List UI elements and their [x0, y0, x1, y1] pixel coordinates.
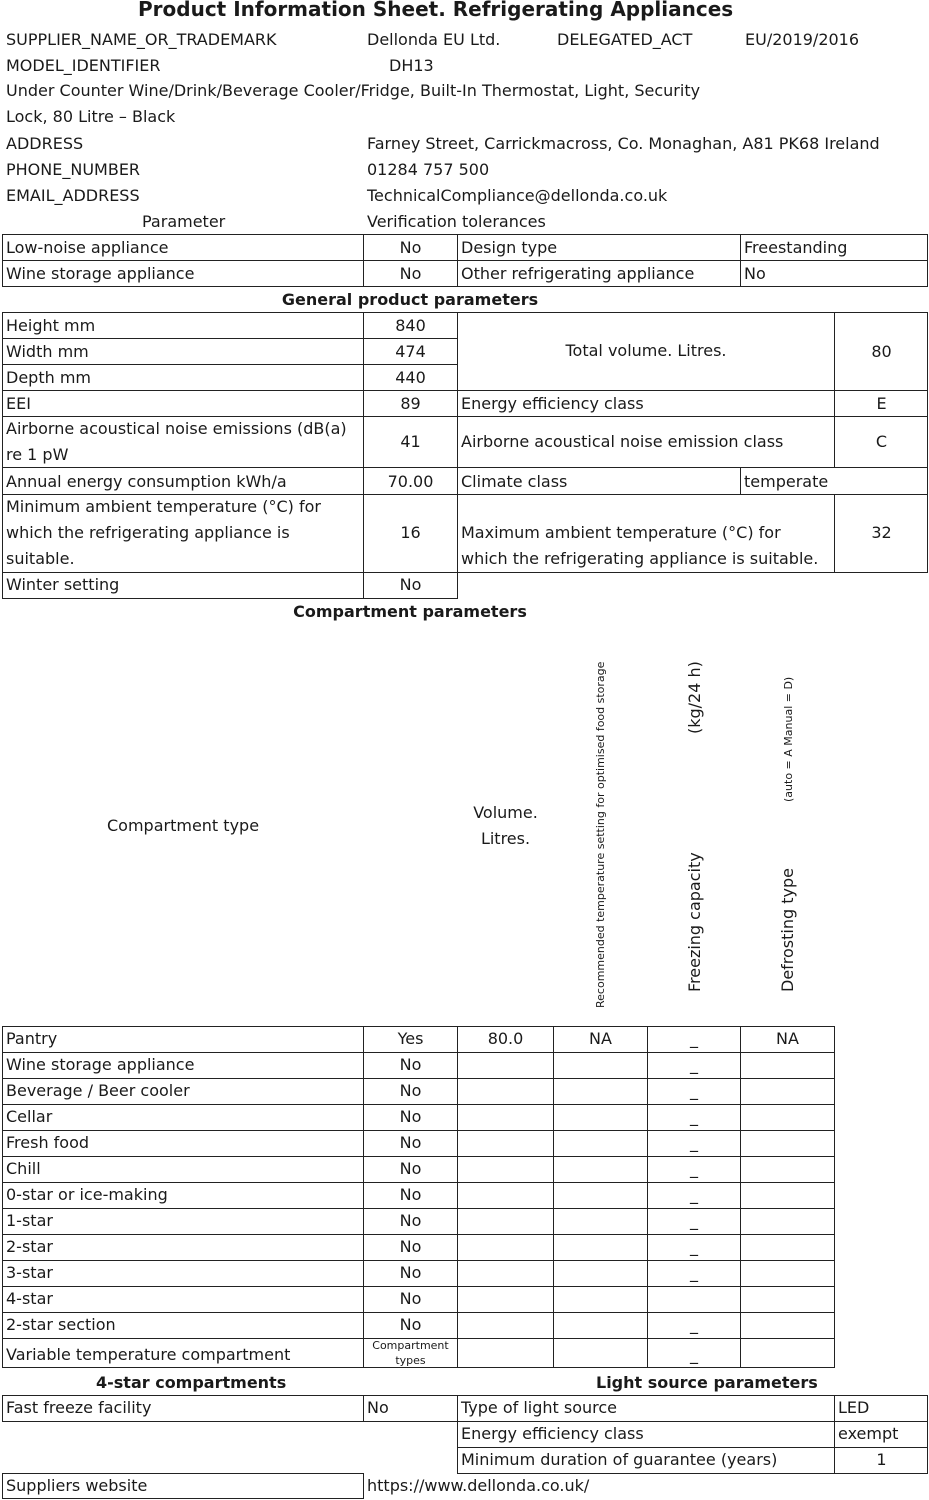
annual-energy-label: Annual energy consumption kWh/a — [6, 472, 287, 491]
light-class-value: exempt — [838, 1424, 899, 1443]
compartment-freeze: _ — [690, 1159, 698, 1178]
design-type-value: Freestanding — [744, 238, 848, 257]
row-divider — [2, 1052, 834, 1053]
depth-label: Depth mm — [6, 368, 91, 387]
row-divider — [2, 338, 458, 339]
compartment-present: No — [399, 1159, 422, 1178]
row-divider — [2, 1234, 834, 1235]
row-divider — [2, 1260, 834, 1261]
compartment-name: Beverage / Beer cooler — [6, 1081, 190, 1100]
compartment-present: No — [399, 1081, 422, 1100]
row-divider — [457, 1421, 928, 1422]
defrosting-type-note: (auto = A Manual = D) — [782, 676, 795, 802]
parameter-header: Parameter — [142, 212, 226, 231]
depth-value: 440 — [395, 368, 426, 387]
annual-energy-value: 70.00 — [387, 472, 434, 491]
compartment-present: No — [399, 1055, 422, 1074]
col-divider — [457, 234, 458, 287]
row-divider — [2, 1156, 834, 1157]
width-value: 474 — [395, 342, 426, 361]
compartment-present: No — [399, 1263, 422, 1282]
phone-value: 01284 757 500 — [367, 160, 490, 179]
compartment-parameters-heading: Compartment parameters — [293, 602, 527, 621]
col-divider — [740, 467, 741, 494]
fast-freeze-label: Fast freeze facility — [6, 1398, 152, 1417]
website-link[interactable]: https://www.dellonda.co.uk/ — [367, 1476, 590, 1495]
fast-freeze-value: No — [367, 1398, 389, 1417]
compartment-freeze: _ — [690, 1237, 698, 1256]
light-class-label: Energy efficiency class — [461, 1424, 644, 1443]
website-label: Suppliers website — [6, 1476, 148, 1495]
row-divider — [2, 1286, 834, 1287]
delegated-act-value: EU/2019/2016 — [745, 30, 860, 49]
compartment-present: No — [399, 1315, 422, 1334]
compartment-freeze: _ — [690, 1133, 698, 1152]
noise-label-line2: re 1 pW — [6, 445, 69, 464]
climate-class-value: temperate — [744, 472, 829, 491]
row-divider — [2, 1182, 834, 1183]
four-star-heading: 4-star compartments — [96, 1373, 287, 1392]
variable-compartment-present-line2: types — [395, 1354, 426, 1367]
height-value: 840 — [395, 316, 426, 335]
compartment-present: No — [399, 1133, 422, 1152]
wine-storage-value: No — [399, 264, 422, 283]
page-title: Product Information Sheet. Refrigerating Appliances — [138, 0, 734, 21]
compartment-name: 4-star — [6, 1289, 53, 1308]
design-type-label: Design type — [461, 238, 558, 257]
compartment-present: No — [399, 1211, 422, 1230]
noise-class-label: Airborne acoustical noise emission class — [461, 432, 784, 451]
row-divider — [457, 494, 928, 495]
compartment-freeze: _ — [690, 1055, 698, 1074]
light-type-label: Type of light source — [461, 1398, 618, 1417]
row-divider — [2, 572, 458, 573]
compartment-freeze: _ — [690, 1029, 698, 1048]
compartment-present: No — [399, 1237, 422, 1256]
product-description-line2: Lock, 80 Litre – Black — [6, 107, 176, 126]
compartment-present: Yes — [397, 1029, 424, 1048]
guarantee-value: 1 — [876, 1450, 887, 1469]
light-type-value: LED — [838, 1398, 870, 1417]
row-divider — [457, 1447, 928, 1448]
col-divider — [740, 234, 741, 287]
compartment-name: 0-star or ice-making — [6, 1185, 168, 1204]
min-temp-label-line1: Minimum ambient temperature (°C) for — [6, 497, 321, 516]
supplier-value: Dellonda EU Ltd. — [367, 30, 501, 49]
guarantee-label: Minimum duration of guarantee (years) — [461, 1450, 778, 1469]
email-label: EMAIL_ADDRESS — [6, 186, 140, 205]
delegated-act-label: DELEGATED_ACT — [557, 30, 693, 49]
min-temp-label-line2: which the refrigerating appliance is — [6, 523, 290, 542]
row-divider — [457, 467, 928, 468]
address-value: Farney Street, Carrickmacross, Co. Monaghan, A81 PK68 Ireland — [367, 134, 880, 153]
row-divider — [2, 364, 458, 365]
variable-compartment-present-line1: Compartment — [372, 1339, 449, 1352]
compartment-temp: NA — [589, 1029, 612, 1048]
compartment-defrost: NA — [776, 1029, 799, 1048]
compartment-name: Chill — [6, 1159, 41, 1178]
low-noise-label: Low-noise appliance — [6, 238, 169, 257]
row-divider — [2, 1078, 834, 1079]
max-temp-label-line2: which the refrigerating appliance is suitable. — [461, 549, 819, 568]
row-divider — [2, 416, 458, 417]
row-divider — [2, 467, 458, 468]
min-temp-value: 16 — [400, 523, 421, 542]
min-temp-label-line3: suitable. — [6, 549, 75, 568]
compartment-freeze: _ — [690, 1211, 698, 1230]
compartment-type-header: Compartment type — [107, 816, 260, 835]
volume-header-line2: Litres. — [480, 829, 531, 848]
model-value: DH13 — [389, 56, 434, 75]
noise-class-value: C — [875, 432, 888, 451]
compartment-name: 2-star section — [6, 1315, 116, 1334]
row-divider — [457, 390, 928, 391]
model-label: MODEL_IDENTIFIER — [6, 56, 161, 75]
compartment-name: Pantry — [6, 1029, 58, 1048]
compartment-freeze: _ — [690, 1263, 698, 1282]
compartment-name: Fresh food — [6, 1133, 90, 1152]
compartment-name: 1-star — [6, 1211, 53, 1230]
defrosting-type-header: Defrosting type — [778, 868, 797, 992]
compartment-name: 3-star — [6, 1263, 53, 1282]
compartment-name: Cellar — [6, 1107, 53, 1126]
energy-class-label: Energy efficiency class — [461, 394, 644, 413]
compartment-present: No — [399, 1185, 422, 1204]
row-divider — [2, 260, 928, 261]
email-value[interactable]: TechnicalCompliance@dellonda.co.uk — [367, 186, 668, 205]
wine-storage-label: Wine storage appliance — [6, 264, 195, 283]
low-noise-value: No — [399, 238, 422, 257]
other-appliance-label: Other refrigerating appliance — [461, 264, 695, 283]
eei-label: EEI — [6, 394, 31, 413]
row-divider — [2, 1104, 834, 1105]
compartment-volume: 80.0 — [487, 1029, 524, 1048]
variable-compartment-freeze: _ — [690, 1345, 698, 1364]
row-divider — [2, 390, 458, 391]
freezing-capacity-header: Freezing capacity — [685, 852, 704, 992]
variable-compartment-label: Variable temperature compartment — [6, 1345, 291, 1364]
winter-setting-value: No — [399, 575, 422, 594]
freezing-capacity-unit: (kg/24 h) — [685, 661, 704, 734]
other-appliance-value: No — [744, 264, 766, 283]
compartment-freeze: _ — [690, 1185, 698, 1204]
product-description-line1: Under Counter Wine/Drink/Beverage Cooler/Fridge, Built-In Thermostat, Light, Security — [6, 81, 701, 100]
compartment-freeze: _ — [690, 1081, 698, 1100]
compartment-name: Wine storage appliance — [6, 1055, 195, 1074]
compartment-freeze: _ — [690, 1315, 698, 1334]
compartment-present: No — [399, 1107, 422, 1126]
verification-header: Verification tolerances — [367, 212, 546, 231]
volume-header-line1: Volume. — [473, 803, 538, 822]
general-parameters-heading: General product parameters — [281, 290, 539, 309]
eei-value: 89 — [400, 394, 421, 413]
climate-class-label: Climate class — [461, 472, 568, 491]
row-divider — [457, 416, 928, 417]
row-divider — [2, 1312, 834, 1313]
total-volume-label: Total volume. Litres. — [565, 341, 727, 360]
width-label: Width mm — [6, 342, 89, 361]
row-divider — [2, 494, 458, 495]
height-label: Height mm — [6, 316, 96, 335]
compartment-name: 2-star — [6, 1237, 53, 1256]
address-label: ADDRESS — [6, 134, 84, 153]
recommended-temp-header: Recommended temperature setting for optimised food storage — [594, 661, 607, 1008]
compartment-freeze: _ — [690, 1107, 698, 1126]
max-temp-label-line1: Maximum ambient temperature (°C) for — [461, 523, 781, 542]
total-volume-value: 80 — [871, 342, 892, 361]
noise-label-line1: Airborne acoustical noise emissions (dB(a) — [6, 419, 347, 438]
row-divider — [2, 1130, 834, 1131]
energy-class-value: E — [876, 394, 887, 413]
supplier-label: SUPPLIER_NAME_OR_TRADEMARK — [6, 30, 277, 49]
max-temp-value: 32 — [871, 523, 892, 542]
light-source-heading: Light source parameters — [596, 1373, 818, 1392]
row-divider — [2, 1208, 834, 1209]
phone-label: PHONE_NUMBER — [6, 160, 141, 179]
compartment-present: No — [399, 1289, 422, 1308]
winter-setting-label: Winter setting — [6, 575, 120, 594]
noise-value: 41 — [400, 432, 421, 451]
col-divider — [363, 1395, 364, 1422]
